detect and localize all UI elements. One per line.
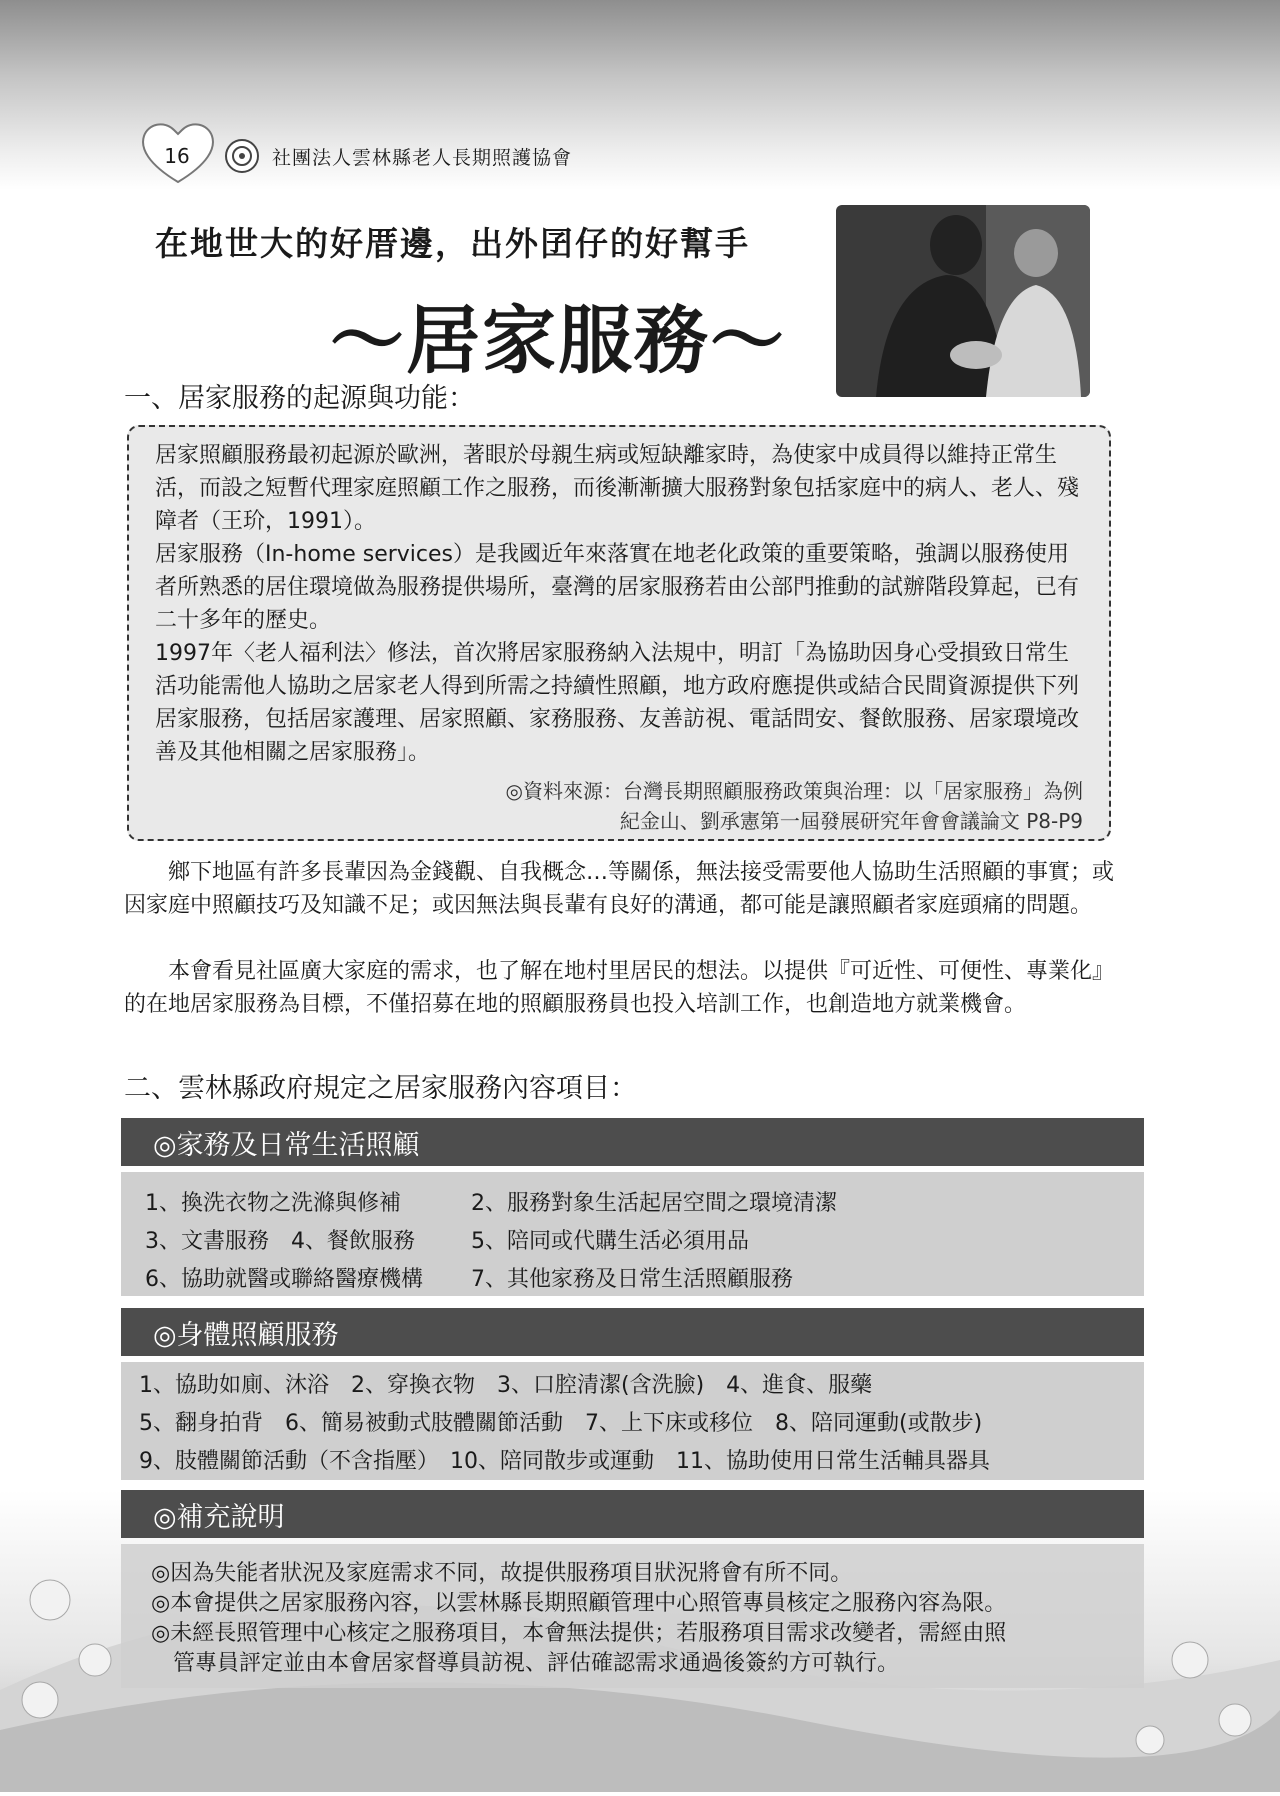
- association-logo-icon: [224, 138, 260, 174]
- section1-heading: 一、居家服務的起源與功能：: [124, 383, 475, 414]
- origin-paragraph-3: 1997年〈老人福利法〉修法，首次將居家服務納入法規中，明訂「為協助因身心受損致日常生活功能需他人協助之居家老人得到所需之持續性照顧，地方政府應提供或結合民間資源提供下列居家服務，包括居家護理、居家照顧、家務服務、友善訪視、電話問安、餐飲服務、居家環境改善及其他相關之居家服務」。: [155, 641, 1080, 765]
- body-care-header: [121, 1308, 1144, 1356]
- source-line-2: 紀金山、劉承憲第一屆發展研究年會會議論文 P8-P9: [619, 809, 1083, 833]
- note-item: 管專員評定並由本會居家督導員訪視、評估確認需求通過後簽約方可執行。: [173, 1651, 900, 1676]
- body-care-title: ◎身體照顧服務: [153, 1319, 339, 1351]
- household-item: 5、陪同或代購生活必須用品: [471, 1229, 749, 1254]
- household-item: 1、換洗衣物之洗滌與修補: [145, 1191, 401, 1216]
- org-name: 社團法人雲林縣老人長期照護協會: [272, 146, 573, 169]
- body-care-item-row: 9、肢體關節活動（不含指壓） 10、陪同散步或運動 11、協助使用日常生活輔具器具: [139, 1449, 990, 1474]
- household-care-panel: [121, 1172, 1144, 1296]
- household-item: 7、其他家務及日常生活照顧服務: [471, 1267, 793, 1292]
- body-paragraph-1: 鄉下地區有許多長輩因為金錢觀、自我概念…等關係，無法接受需要他人協助生活照顧的事實；或因家庭中照顧技巧及知識不足；或因無法與長輩有良好的溝通，都可能是讓照顧者家庭頭痛的問題。: [124, 860, 1115, 918]
- notes-header: [121, 1490, 1144, 1538]
- notes-title: ◎補充說明: [153, 1501, 285, 1533]
- household-item: 6、協助就醫或聯絡醫療機構: [145, 1267, 423, 1292]
- notes-panel: [121, 1544, 1144, 1688]
- household-item: 2、服務對象生活起居空間之環境清潔: [471, 1191, 837, 1216]
- section2-heading: 二、雲林縣政府規定之居家服務內容項目：: [124, 1073, 637, 1104]
- caregiver-photo: [836, 205, 1090, 397]
- page-number: 16: [164, 144, 190, 168]
- household-item: 3、文書服務 4、餐飲服務: [145, 1229, 415, 1254]
- note-item: ◎未經長照管理中心核定之服務項目，本會無法提供；若服務項目需求改變者，需經由照: [151, 1621, 1007, 1646]
- note-item: ◎因為失能者狀況及家庭需求不同，故提供服務項目狀況將會有所不同。: [151, 1561, 853, 1586]
- body-care-panel: [121, 1362, 1144, 1480]
- page-title: ～居家服務～: [330, 298, 786, 384]
- body-care-item-row: 5、翻身拍背 6、簡易被動式肢體關節活動 7、上下床或移位 8、陪同運動(或散步): [139, 1411, 983, 1436]
- subtitle: 在地世大的好厝邊，出外囝仔的好幫手: [155, 224, 750, 263]
- origin-paragraph-2: 居家服務（In-home services）是我國近年來落實在地老化政策的重要策略，強調以服務使用者所熟悉的居住環境做為服務提供場所，臺灣的居家服務若由公部門推動的試辦階段算起，已有二十多年的歷史。: [155, 542, 1080, 633]
- origin-info-box: [127, 425, 1111, 841]
- source-line-1: ◎資料來源：台灣長期照顧服務政策與治理：以「居家服務」為例: [505, 779, 1083, 803]
- household-care-title: ◎家務及日常生活照顧: [153, 1129, 420, 1161]
- page-header: [140, 126, 572, 186]
- origin-paragraph-1: 居家照顧服務最初起源於歐洲，著眼於母親生病或短缺離家時，為使家中成員得以維持正常生活，而設之短暫代理家庭照顧工作之服務，而後漸漸擴大服務對象包括家庭中的病人、老人、殘障者（王玠，1991）。: [155, 443, 1080, 534]
- household-care-header: [121, 1118, 1144, 1166]
- body-paragraph-2: 本會看見社區廣大家庭的需求，也了解在地村里居民的想法。以提供『可近性、可便性、專業化』的在地居家服務為目標，不僅招募在地的照顧服務員也投入培訓工作，也創造地方就業機會。: [124, 959, 1115, 1017]
- note-item: ◎本會提供之居家服務內容，以雲林縣長期照顧管理中心照管專員核定之服務內容為限。: [151, 1591, 1007, 1616]
- body-care-item-row: 1、協助如廁、沐浴 2、穿換衣物 3、口腔清潔(含洗臉) 4、進食、服藥: [139, 1373, 873, 1398]
